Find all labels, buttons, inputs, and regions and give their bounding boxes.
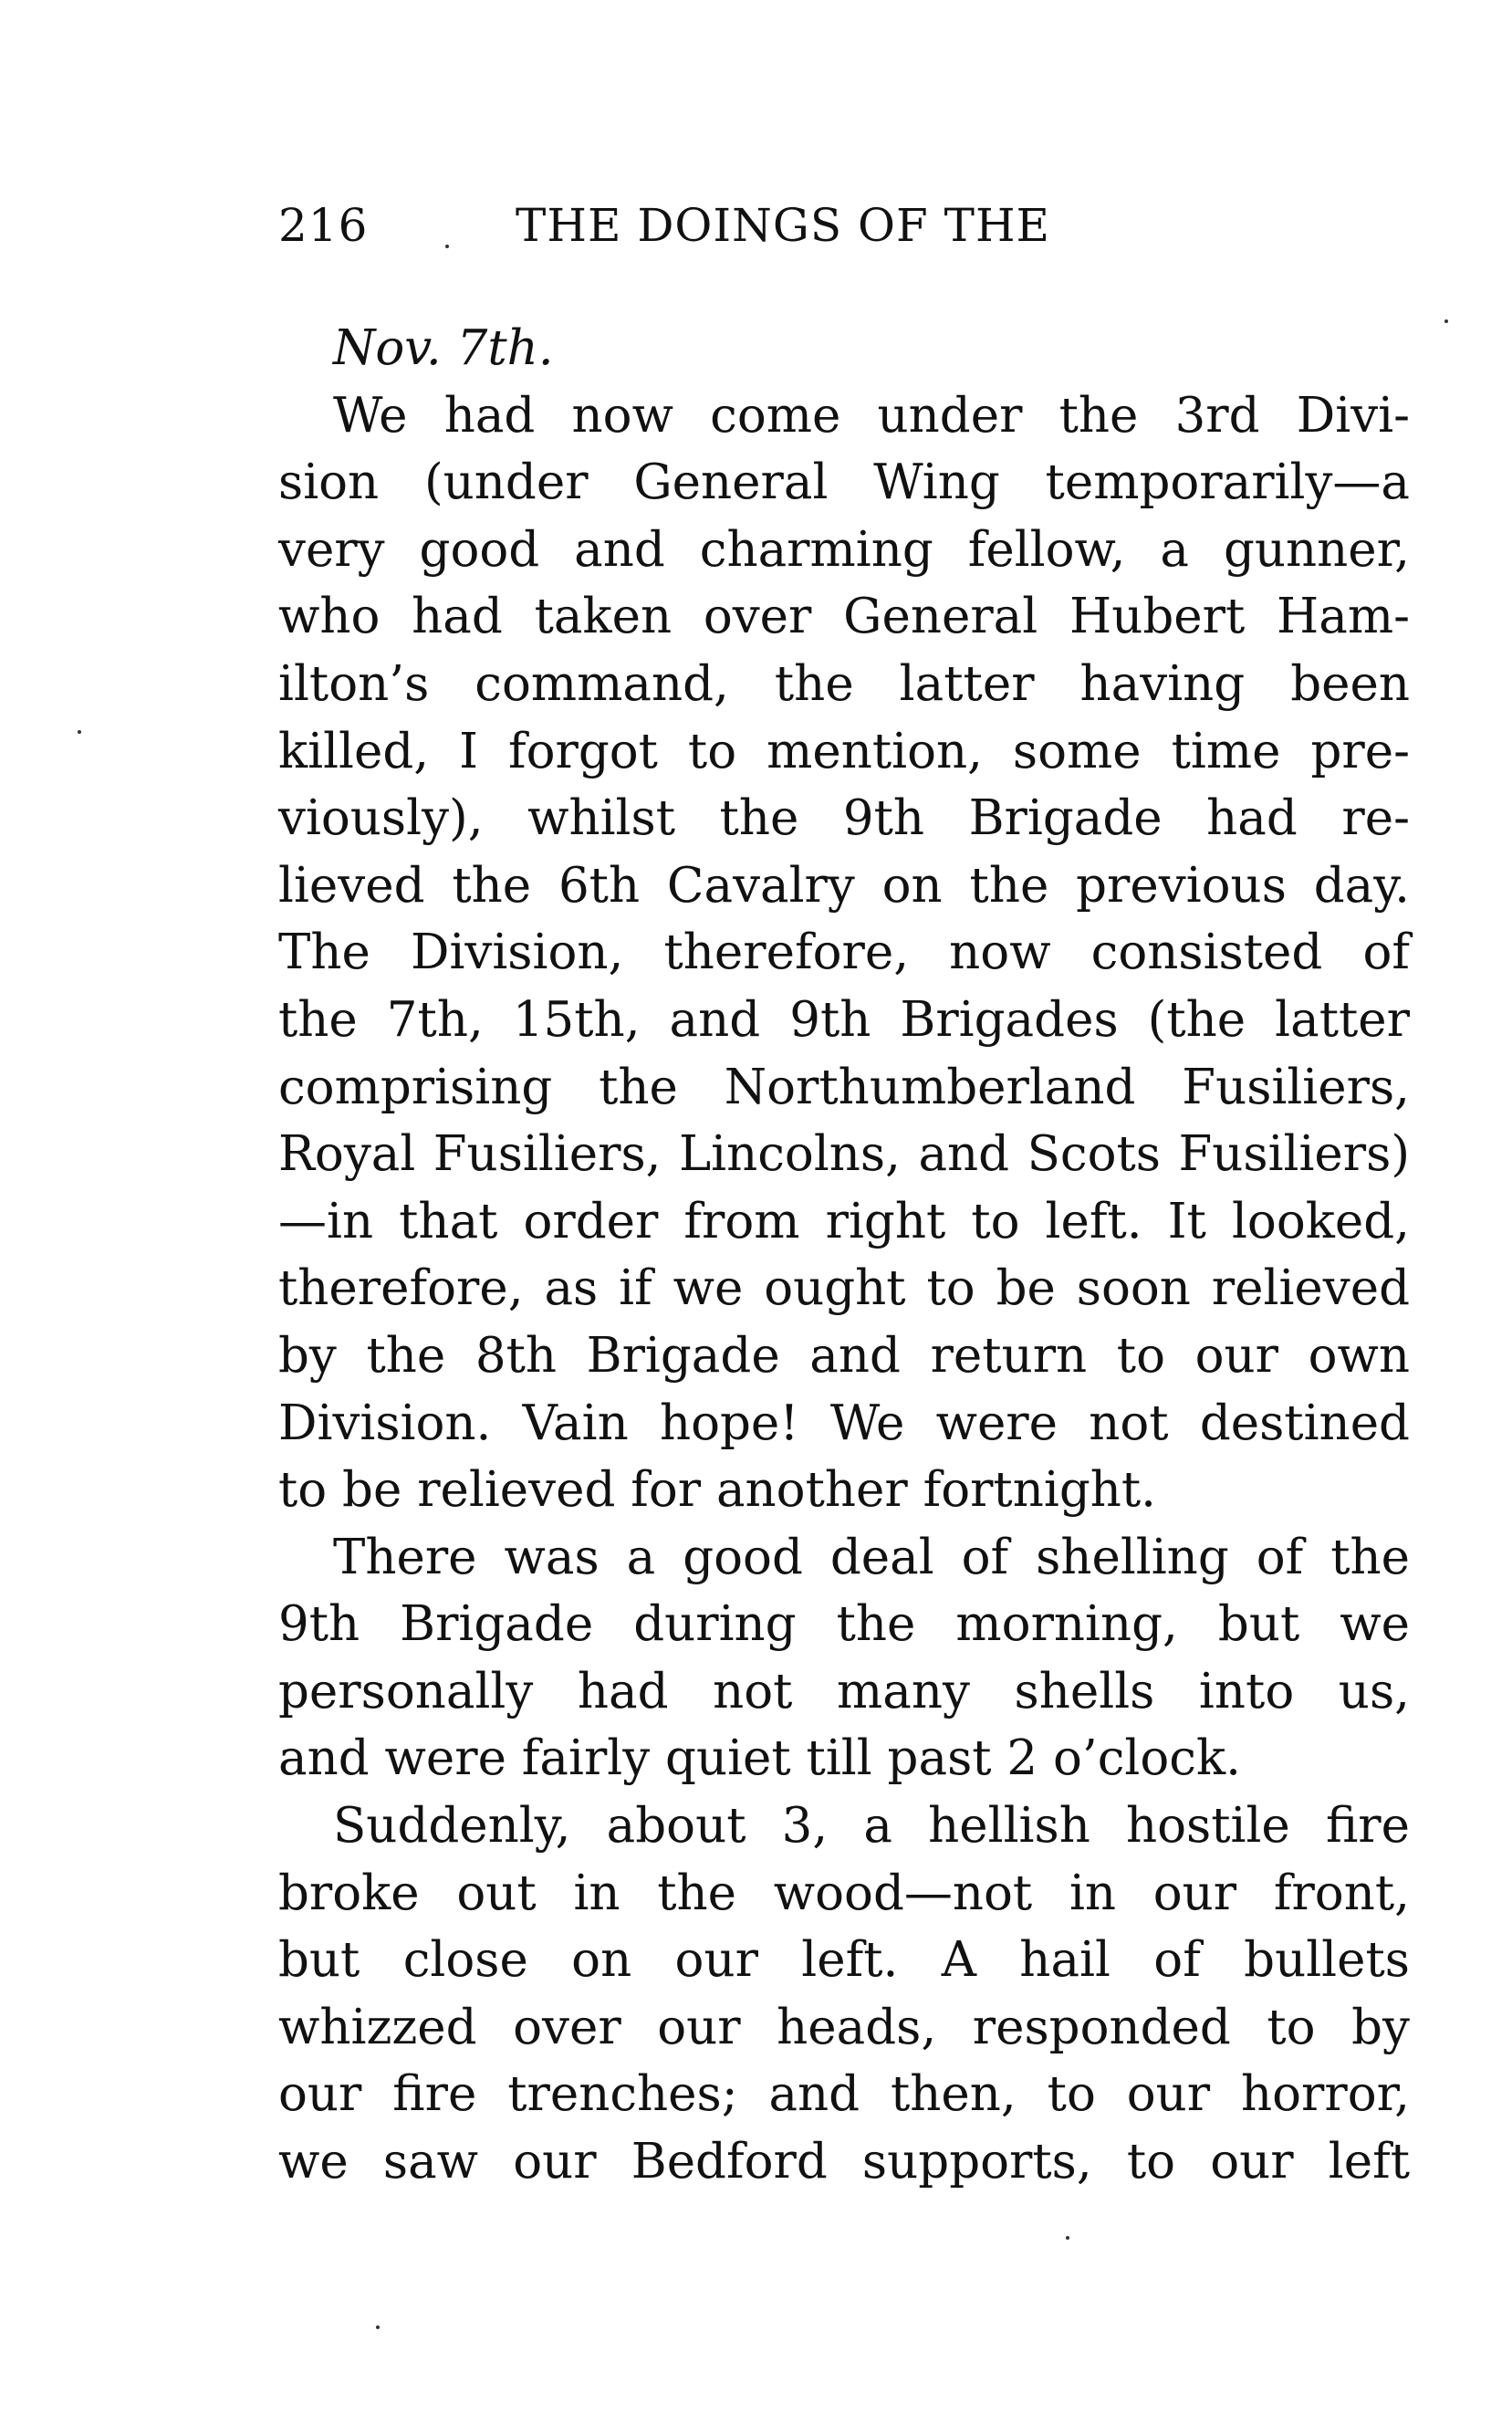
text-line: We had now come under the 3rd Divi- xyxy=(333,387,1410,444)
text-line: and were fairly quiet till past 2 o’clock. xyxy=(278,1730,1241,1787)
paper-speck xyxy=(78,730,81,734)
text-line: broke out in the wood—not in our front, xyxy=(278,1865,1410,1921)
text-line: therefore, as if we ought to be soon relieved xyxy=(278,1260,1410,1317)
text-line: comprising the Northumberland Fusiliers, xyxy=(278,1059,1410,1115)
text-line: whizzed over our heads, responded to by xyxy=(278,1999,1410,2055)
entry-date: Nov. 7th. xyxy=(333,320,554,376)
text-line: personally had not many shells into us, xyxy=(278,1663,1410,1719)
paper-speck xyxy=(376,2325,380,2329)
text-line: 9th Brigade during the morning, but we xyxy=(278,1596,1410,1653)
text-line: The Division, therefore, now consisted of xyxy=(278,925,1410,981)
text-line: who had taken over General Hubert Ham- xyxy=(278,589,1410,645)
paper-speck xyxy=(1444,319,1448,323)
text-line: we saw our Bedford supports, to our left xyxy=(278,2134,1410,2190)
text-line: by the 8th Brigade and return to our own xyxy=(278,1327,1410,1384)
text-line: Suddenly, about 3, a hellish hostile fire xyxy=(333,1798,1410,1855)
paragraph xyxy=(278,1792,1410,2196)
page-number: 216 xyxy=(278,199,369,252)
text-line: Division. Vain hope! We were not destined xyxy=(278,1395,1410,1451)
text-line: to be relieved for another fortnight. xyxy=(278,1462,1157,1519)
text-line: —in that order from right to left. It looked, xyxy=(278,1193,1410,1249)
text-line: There was a good deal of shelling of the xyxy=(333,1529,1410,1585)
text-line: killed, I forgot to mention, some time pre- xyxy=(278,723,1410,779)
text-line: the 7th, 15th, and 9th Brigades (the latter xyxy=(278,991,1410,1048)
text-line: lieved the 6th Cavalry on the previous day. xyxy=(278,857,1410,914)
text-line: ilton’s command, the latter having been xyxy=(278,655,1410,712)
text-line: very good and charming fellow, a gunner, xyxy=(278,521,1410,578)
text-line: our fire trenches; and then, to our horror, xyxy=(278,2066,1410,2123)
text-line: sion (under General Wing temporarily—a xyxy=(278,455,1410,511)
text-line: Royal Fusiliers, Lincolns, and Scots Fusiliers) xyxy=(278,1126,1410,1183)
running-head-title: THE DOINGS OF THE xyxy=(516,199,1051,252)
text-line: viously), whilst the 9th Brigade had re- xyxy=(278,790,1410,847)
paragraph xyxy=(278,382,1410,1524)
body-text xyxy=(278,315,1410,2196)
running-head xyxy=(278,193,1191,257)
text-line: but close on our left. A hail of bullets xyxy=(278,1932,1410,1989)
paragraph xyxy=(278,1524,1410,1792)
paper-speck xyxy=(1066,2236,1069,2240)
paper-speck xyxy=(445,245,449,248)
